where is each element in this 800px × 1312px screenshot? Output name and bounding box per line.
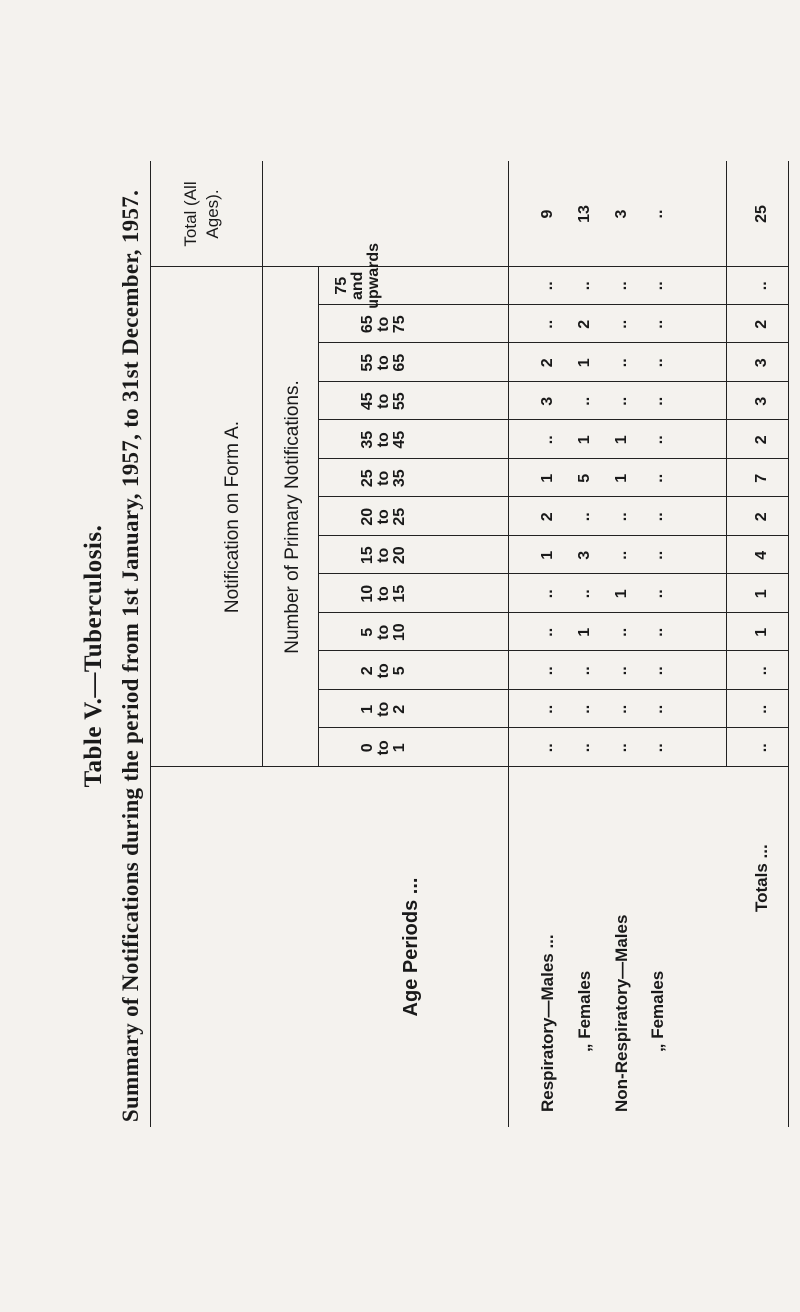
age-band-part: 25 bbox=[391, 507, 408, 526]
table-cell: .. bbox=[753, 704, 770, 714]
table-cell: 2 bbox=[576, 319, 593, 329]
table-cell: .. bbox=[539, 281, 556, 291]
table-cell: .. bbox=[539, 589, 556, 599]
table-cell: .. bbox=[649, 473, 666, 483]
table-cell: .. bbox=[613, 666, 630, 676]
age-band-part: 20 bbox=[359, 507, 376, 526]
table-cell: 4 bbox=[753, 550, 770, 560]
age-band-part: 2 bbox=[359, 666, 376, 676]
total-all-ages-header: Total (All Ages). bbox=[181, 181, 222, 247]
row-label: Respiratory—Males ... bbox=[538, 934, 557, 1112]
table-cell: .. bbox=[613, 627, 630, 637]
age-band-part: 10 bbox=[391, 623, 408, 642]
notification-form-header: Notification on Form A. bbox=[222, 420, 243, 614]
table-cell: .. bbox=[649, 281, 666, 291]
table-cell: 1 bbox=[576, 435, 593, 445]
table-cell: .. bbox=[539, 743, 556, 753]
age-band-part: to bbox=[375, 663, 392, 679]
table-cell: 1 bbox=[539, 550, 556, 560]
age-band-part: to bbox=[375, 355, 392, 371]
age-period-divider bbox=[150, 766, 788, 767]
table-cell: 1 bbox=[613, 435, 630, 445]
age-band-part: 75 bbox=[333, 276, 350, 295]
table-cell: 1 bbox=[539, 473, 556, 483]
row-label: „ Females bbox=[575, 970, 594, 1052]
age-band-part: 5 bbox=[359, 627, 376, 637]
table-cell: .. bbox=[649, 358, 666, 368]
age-band-part: 5 bbox=[391, 666, 408, 676]
table-cell: .. bbox=[649, 704, 666, 714]
age-band-part: 45 bbox=[391, 430, 408, 449]
age-band-part: to bbox=[375, 509, 392, 525]
age-band-part: to bbox=[375, 393, 392, 409]
table-cell: 5 bbox=[576, 473, 593, 483]
table-cell: .. bbox=[576, 666, 593, 676]
age-band-part: 15 bbox=[391, 584, 408, 603]
table-cell: 3 bbox=[576, 550, 593, 560]
table-bottom-rule bbox=[788, 161, 789, 1127]
age-band-part: to bbox=[375, 586, 392, 602]
age-band-part: upwards bbox=[365, 242, 382, 309]
age-band-part: 2 bbox=[391, 704, 408, 714]
table-cell: .. bbox=[649, 550, 666, 560]
table-cell: .. bbox=[613, 281, 630, 291]
table-cell: .. bbox=[576, 743, 593, 753]
table-cell: 3 bbox=[539, 396, 556, 406]
table-cell: .. bbox=[613, 396, 630, 406]
table-cell: 1 bbox=[576, 358, 593, 368]
age-band-part: to bbox=[375, 624, 392, 640]
table-cell: .. bbox=[649, 396, 666, 406]
age-band-part: to bbox=[375, 701, 392, 717]
table-cell: .. bbox=[613, 704, 630, 714]
table-cell: 1 bbox=[613, 589, 630, 599]
totals-separator-rule bbox=[726, 161, 727, 767]
table-cell: .. bbox=[649, 435, 666, 445]
table-cell: 1 bbox=[613, 473, 630, 483]
age-band-part: 20 bbox=[391, 546, 408, 565]
table-cell: .. bbox=[649, 589, 666, 599]
table-cell: .. bbox=[576, 396, 593, 406]
total-column-divider bbox=[150, 266, 788, 267]
table-cell: 3 bbox=[753, 358, 770, 368]
table-cell: .. bbox=[649, 512, 666, 522]
total-cell: .. bbox=[649, 209, 666, 219]
age-band-part: 10 bbox=[359, 584, 376, 603]
age-band-part: 55 bbox=[359, 353, 376, 372]
primary-notifications-header: Number of Primary Notifications. bbox=[282, 380, 303, 654]
age-band-header bbox=[333, 242, 382, 309]
header-body-rule bbox=[508, 161, 509, 1127]
table-cell: .. bbox=[576, 704, 593, 714]
table-cell: 1 bbox=[753, 627, 770, 637]
table-cell: .. bbox=[613, 358, 630, 368]
age-band-part: to bbox=[375, 470, 392, 486]
age-band-part: 1 bbox=[391, 743, 408, 753]
row-label: Non-Respiratory—Males bbox=[612, 914, 631, 1112]
table-subtitle: Summary of Notifications during the period from 1st January, 1957, to 31st December, 1957. bbox=[118, 189, 143, 1123]
age-periods-label: Age Periods ... bbox=[400, 877, 422, 1017]
age-band-part: 25 bbox=[359, 469, 376, 488]
table-cell: .. bbox=[613, 743, 630, 753]
notification-form-rule bbox=[262, 161, 263, 767]
table-cell: .. bbox=[539, 319, 556, 329]
row-label: „ Females bbox=[648, 970, 667, 1052]
table-cell: .. bbox=[649, 627, 666, 637]
table-cell: 3 bbox=[753, 396, 770, 406]
table-cell: .. bbox=[649, 743, 666, 753]
age-band-part: 65 bbox=[359, 315, 376, 334]
age-band-part: 45 bbox=[359, 392, 376, 411]
age-band-part: 1 bbox=[359, 704, 376, 714]
table-cell: .. bbox=[576, 281, 593, 291]
table-cell: .. bbox=[539, 704, 556, 714]
age-band-part: 75 bbox=[391, 315, 408, 334]
total-cell: 3 bbox=[613, 209, 630, 219]
table-cell: .. bbox=[576, 589, 593, 599]
age-band-part: to bbox=[375, 547, 392, 563]
table-cell: .. bbox=[753, 743, 770, 753]
table-cell: 7 bbox=[753, 473, 770, 483]
table-cell: .. bbox=[753, 281, 770, 291]
table-cell: 1 bbox=[753, 589, 770, 599]
age-band-part: 55 bbox=[391, 392, 408, 411]
table-cell: .. bbox=[539, 627, 556, 637]
table-cell: 1 bbox=[576, 627, 593, 637]
age-band-part: 35 bbox=[391, 469, 408, 488]
table-cell: .. bbox=[613, 512, 630, 522]
table-cell: 2 bbox=[539, 512, 556, 522]
table-cell: .. bbox=[613, 319, 630, 329]
table-cell: 2 bbox=[753, 435, 770, 445]
table-cell: .. bbox=[613, 550, 630, 560]
table-cell: .. bbox=[649, 319, 666, 329]
table-cell: .. bbox=[539, 435, 556, 445]
age-band-part: 0 bbox=[359, 743, 376, 753]
row-label: Totals ... bbox=[752, 844, 771, 912]
table-cell: 2 bbox=[753, 319, 770, 329]
table-cell: .. bbox=[753, 666, 770, 676]
table-cell: 2 bbox=[753, 512, 770, 522]
total-cell: 25 bbox=[753, 205, 770, 223]
age-band-part: to bbox=[375, 316, 392, 332]
table-top-rule bbox=[150, 161, 151, 1127]
age-band-part: 15 bbox=[359, 546, 376, 565]
table-cell: .. bbox=[576, 512, 593, 522]
total-cell: 9 bbox=[539, 209, 556, 219]
total-cell: 13 bbox=[576, 205, 593, 223]
age-band-part: to bbox=[375, 432, 392, 448]
table-cell: 2 bbox=[539, 358, 556, 368]
table-cell: .. bbox=[649, 666, 666, 676]
age-band-part: and bbox=[349, 271, 366, 300]
age-band-part: 65 bbox=[391, 353, 408, 372]
age-band-part: 35 bbox=[359, 430, 376, 449]
table-title: Table V.—Tuberculosis. bbox=[80, 524, 107, 788]
age-band-part: to bbox=[375, 740, 392, 756]
table-cell: .. bbox=[539, 666, 556, 676]
